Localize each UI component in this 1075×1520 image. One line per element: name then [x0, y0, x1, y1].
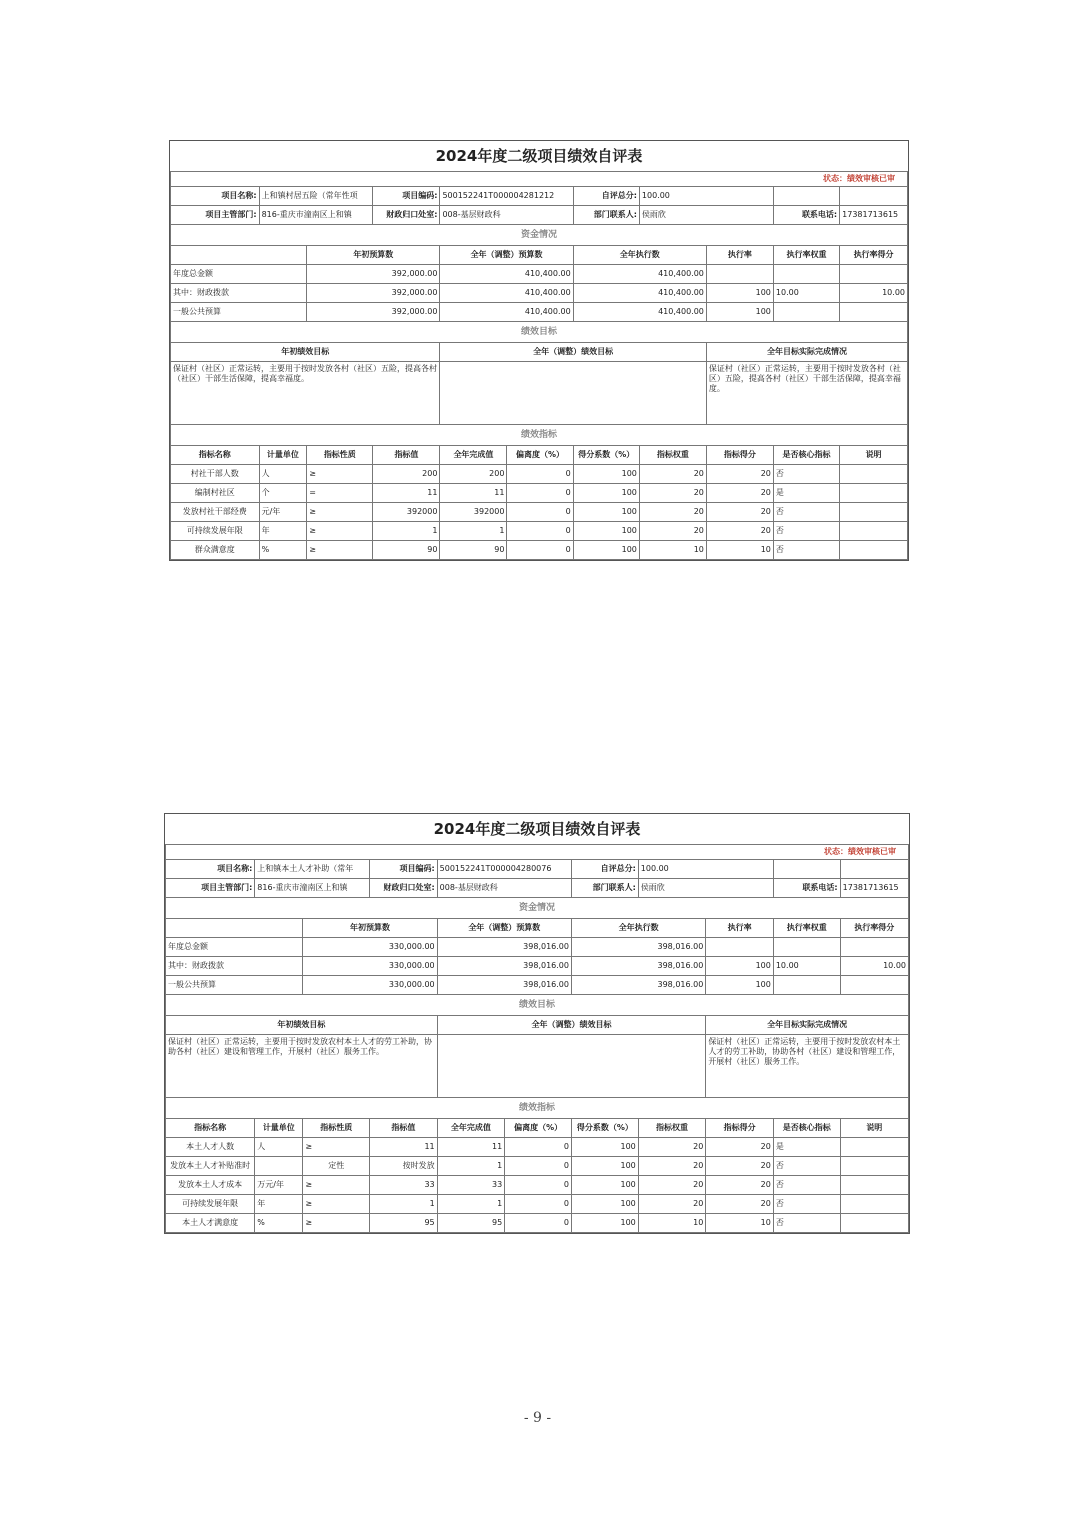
- indicator-cell: 100: [571, 1157, 638, 1176]
- info-value: 上和镇村居五险（常年性项: [259, 187, 373, 206]
- fund-cell: 100: [706, 976, 774, 995]
- info-value: 100.00: [638, 860, 773, 879]
- fund-cell: 10.00: [773, 284, 839, 303]
- fund-cell: 392,000.00: [307, 303, 440, 322]
- goal-header-row: [166, 1016, 909, 1035]
- indicator-cell: 按时发放: [370, 1157, 438, 1176]
- page-number: - 9 -: [523, 1410, 552, 1426]
- indicator-cell: 1: [440, 522, 507, 541]
- indicator-cell: 元/年: [259, 503, 307, 522]
- goal-text: 保证村（社区）正常运转，主要用于按时发放各村（社区）五险，提高各村（社区）干部生活保障，提高幸福度。: [706, 362, 907, 425]
- indicator-cell: 10: [706, 1214, 774, 1233]
- indicator-cell: 392000: [373, 503, 440, 522]
- fund-cell: 392,000.00: [307, 265, 440, 284]
- info-label: 财政归口处室:: [370, 879, 438, 898]
- fund-cell: 330,000.00: [303, 976, 437, 995]
- fund-cell: 398,016.00: [571, 976, 705, 995]
- fund-cell: 410,400.00: [440, 284, 573, 303]
- indicator-cell: 20: [706, 1138, 774, 1157]
- info-row: [171, 206, 908, 225]
- fund-cell: 10.00: [773, 957, 840, 976]
- indicator-cell: %: [255, 1214, 303, 1233]
- indicator-cell: 20: [706, 465, 773, 484]
- fund-row: [171, 303, 908, 322]
- indicator-cell: 100: [573, 465, 639, 484]
- indicator-row: [166, 1138, 909, 1157]
- goal-header: 全年（调整）绩效目标: [440, 343, 706, 362]
- fund-cell: 其中：财政拨款: [171, 284, 307, 303]
- info-label: 项目名称:: [166, 860, 255, 879]
- info-value: 816-重庆市潼南区上和镇: [259, 206, 373, 225]
- indicator-cell: 否: [773, 1157, 840, 1176]
- indicator-header: 指标权重: [638, 1119, 706, 1138]
- indicator-cell: 200: [440, 465, 507, 484]
- info-value: 500152241T000004280076: [437, 860, 571, 879]
- status-badge: 状态：绩效审核已审: [171, 172, 908, 187]
- indicator-cell: 否: [773, 1195, 840, 1214]
- fund-header: 执行率得分: [840, 919, 908, 938]
- indicator-cell: 编制村社区: [171, 484, 260, 503]
- indicator-header: 说明: [840, 446, 908, 465]
- indicator-cell: 10: [639, 541, 706, 560]
- fund-cell: [773, 265, 839, 284]
- goal-header-row: [171, 343, 908, 362]
- goal-text: 保证村（社区）正常运转，主要用于按时发放农村本土人才的劳工补助，协助各村（社区）建设和管理工作，开展村（社区）服务工作。: [166, 1035, 438, 1098]
- fund-header: [166, 919, 303, 938]
- indicator-cell: 本土人才人数: [166, 1138, 255, 1157]
- info-label: 部门联系人:: [573, 206, 639, 225]
- info-label: 项目编码:: [373, 187, 440, 206]
- fund-cell: 398,016.00: [571, 957, 705, 976]
- indicator-cell: 20: [706, 1157, 774, 1176]
- indicator-cell: [840, 484, 908, 503]
- indicator-header: 全年完成值: [437, 1119, 505, 1138]
- fund-cell: 410,400.00: [440, 265, 573, 284]
- indicator-cell: [840, 1157, 908, 1176]
- indicator-cell: 年: [255, 1195, 303, 1214]
- form-title: 2024年度二级项目绩效自评表: [166, 814, 909, 845]
- indicator-cell: 0: [507, 484, 573, 503]
- fund-header-row: [171, 246, 908, 265]
- indicator-cell: 100: [571, 1214, 638, 1233]
- fund-header: 年初预算数: [307, 246, 440, 265]
- form-title: 2024年度二级项目绩效自评表: [171, 141, 908, 172]
- info-label: 项目编码:: [370, 860, 438, 879]
- fund-header: 执行率: [706, 919, 774, 938]
- indicator-cell: 90: [373, 541, 440, 560]
- indicator-cell: 20: [638, 1176, 706, 1195]
- evaluation-table: [170, 141, 908, 560]
- info-label: 项目主管部门:: [166, 879, 255, 898]
- indicator-cell: 90: [440, 541, 507, 560]
- info-value: 17381713615: [840, 206, 908, 225]
- evaluation-form: [164, 813, 910, 1234]
- info-value: 侯雨欣: [639, 206, 773, 225]
- indicator-header: 说明: [840, 1119, 908, 1138]
- indicator-cell: 20: [638, 1138, 706, 1157]
- fund-cell: 100: [706, 303, 773, 322]
- goal-text-row: [171, 362, 908, 425]
- indicator-cell: 可持续发展年限: [166, 1195, 255, 1214]
- fund-cell: [706, 938, 774, 957]
- fund-cell: 410,400.00: [573, 265, 706, 284]
- indicator-cell: 20: [706, 503, 773, 522]
- indicator-row: [171, 465, 908, 484]
- indicator-header: 指标名称: [171, 446, 260, 465]
- fund-cell: [840, 976, 908, 995]
- indicator-header: 指标性质: [303, 1119, 370, 1138]
- indicator-cell: 0: [505, 1176, 572, 1195]
- section-goal: 绩效目标: [171, 322, 908, 343]
- fund-cell: [773, 303, 839, 322]
- indicator-cell: 20: [639, 484, 706, 503]
- indicator-cell: 1: [437, 1195, 505, 1214]
- indicator-cell: 95: [370, 1214, 438, 1233]
- info-value: 008-基层财政科: [440, 206, 573, 225]
- evaluation-form: [169, 140, 909, 561]
- indicator-cell: [255, 1157, 303, 1176]
- fund-header: 执行率权重: [773, 919, 840, 938]
- indicator-cell: 100: [571, 1195, 638, 1214]
- indicator-cell: 11: [437, 1138, 505, 1157]
- fund-header: 年初预算数: [303, 919, 437, 938]
- indicator-row: [166, 1176, 909, 1195]
- fund-cell: [773, 938, 840, 957]
- indicator-cell: ≥: [307, 522, 373, 541]
- goal-header: 全年目标实际完成情况: [706, 1016, 909, 1035]
- indicator-cell: [840, 503, 908, 522]
- indicator-cell: 否: [773, 503, 839, 522]
- indicator-cell: 0: [505, 1138, 572, 1157]
- fund-row: [171, 265, 908, 284]
- goal-header: 全年（调整）绩效目标: [437, 1016, 706, 1035]
- indicator-cell: 0: [505, 1214, 572, 1233]
- info-label: 自评总分:: [571, 860, 638, 879]
- indicator-cell: ≥: [307, 465, 373, 484]
- fund-row: [166, 976, 909, 995]
- indicator-cell: ≥: [307, 503, 373, 522]
- indicator-cell: [840, 522, 908, 541]
- indicator-cell: 0: [505, 1157, 572, 1176]
- indicator-cell: 20: [639, 522, 706, 541]
- indicator-header: 计量单位: [255, 1119, 303, 1138]
- fund-header: 全年（调整）预算数: [437, 919, 571, 938]
- indicator-cell: 0: [507, 522, 573, 541]
- fund-cell: 一般公共预算: [171, 303, 307, 322]
- indicator-row: [171, 503, 908, 522]
- fund-cell: 410,400.00: [573, 303, 706, 322]
- indicator-header: 是否核心指标: [773, 1119, 840, 1138]
- goal-header: 年初绩效目标: [171, 343, 440, 362]
- indicator-cell: 100: [573, 503, 639, 522]
- fund-cell: 398,016.00: [437, 957, 571, 976]
- indicator-row: [166, 1195, 909, 1214]
- indicator-cell: ≥: [307, 541, 373, 560]
- indicator-cell: 11: [370, 1138, 438, 1157]
- indicator-row: [166, 1214, 909, 1233]
- section-indicator: 绩效指标: [171, 425, 908, 446]
- section-indicator: 绩效指标: [166, 1098, 909, 1119]
- info-value: 500152241T000004281212: [440, 187, 573, 206]
- fund-header: 执行率权重: [773, 246, 839, 265]
- fund-cell: 10.00: [840, 957, 908, 976]
- fund-cell: 年度总金额: [171, 265, 307, 284]
- goal-header: 全年目标实际完成情况: [706, 343, 907, 362]
- indicator-cell: 群众满意度: [171, 541, 260, 560]
- indicator-cell: 11: [440, 484, 507, 503]
- indicator-cell: [840, 1176, 908, 1195]
- indicator-cell: 否: [773, 522, 839, 541]
- indicator-cell: 20: [638, 1195, 706, 1214]
- fund-header: 全年执行数: [573, 246, 706, 265]
- indicator-header: 指标得分: [706, 1119, 774, 1138]
- goal-text: [440, 362, 706, 425]
- indicator-cell: 20: [639, 503, 706, 522]
- fund-cell: 330,000.00: [303, 957, 437, 976]
- indicator-header: 指标值: [370, 1119, 438, 1138]
- fund-row: [166, 938, 909, 957]
- indicator-row: [171, 522, 908, 541]
- indicator-header: 得分系数（%）: [573, 446, 639, 465]
- indicator-cell: 100: [573, 484, 639, 503]
- info-value: [840, 860, 908, 879]
- fund-header: 全年（调整）预算数: [440, 246, 573, 265]
- indicator-cell: ≥: [303, 1176, 370, 1195]
- indicator-cell: 0: [505, 1195, 572, 1214]
- indicator-cell: 人: [259, 465, 307, 484]
- fund-cell: [840, 265, 908, 284]
- indicator-cell: 是: [773, 484, 839, 503]
- indicator-cell: =: [307, 484, 373, 503]
- indicator-cell: 发放村社干部经费: [171, 503, 260, 522]
- indicator-cell: 100: [573, 522, 639, 541]
- info-value: 008-基层财政科: [437, 879, 571, 898]
- fund-header: 执行率: [706, 246, 773, 265]
- indicator-row: [166, 1157, 909, 1176]
- indicator-cell: 100: [571, 1138, 638, 1157]
- indicator-cell: 否: [773, 465, 839, 484]
- indicator-cell: [840, 1214, 908, 1233]
- indicator-cell: 否: [773, 1176, 840, 1195]
- indicator-header-row: [171, 446, 908, 465]
- indicator-header: 指标性质: [307, 446, 373, 465]
- indicator-cell: 人: [255, 1138, 303, 1157]
- fund-cell: 398,016.00: [571, 938, 705, 957]
- goal-text-row: [166, 1035, 909, 1098]
- fund-cell: [706, 265, 773, 284]
- indicator-cell: 11: [373, 484, 440, 503]
- indicator-cell: [840, 465, 908, 484]
- indicator-header: 指标权重: [639, 446, 706, 465]
- indicator-cell: 20: [706, 1176, 774, 1195]
- info-label: 项目主管部门:: [171, 206, 260, 225]
- indicator-cell: 392000: [440, 503, 507, 522]
- indicator-cell: 本土人才满意度: [166, 1214, 255, 1233]
- indicator-header: 指标值: [373, 446, 440, 465]
- indicator-cell: 33: [370, 1176, 438, 1195]
- info-value: 17381713615: [840, 879, 908, 898]
- fund-cell: 398,016.00: [437, 976, 571, 995]
- indicator-cell: [840, 1138, 908, 1157]
- indicator-cell: 0: [507, 503, 573, 522]
- fund-row: [166, 957, 909, 976]
- info-label: 项目名称:: [171, 187, 260, 206]
- fund-cell: 其中：财政拨款: [166, 957, 303, 976]
- section-goal: 绩效目标: [166, 995, 909, 1016]
- info-value: 816-重庆市潼南区上和镇: [255, 879, 370, 898]
- indicator-row: [171, 484, 908, 503]
- fund-cell: 10.00: [840, 284, 908, 303]
- info-row: [166, 860, 909, 879]
- section-fund: 资金情况: [166, 898, 909, 919]
- info-value: 侯雨欣: [638, 879, 773, 898]
- indicator-row: [171, 541, 908, 560]
- goal-text: 保证村（社区）正常运转，主要用于按时发放各村（社区）五险，提高各村（社区）干部生活保障，提高幸福度。: [171, 362, 440, 425]
- indicator-header: 计量单位: [259, 446, 307, 465]
- indicator-cell: 33: [437, 1176, 505, 1195]
- indicator-cell: 20: [638, 1157, 706, 1176]
- fund-cell: 330,000.00: [303, 938, 437, 957]
- fund-cell: 100: [706, 284, 773, 303]
- info-value: 上和镇本土人才补助（常年: [255, 860, 370, 879]
- indicator-header: 指标得分: [706, 446, 773, 465]
- indicator-cell: 个: [259, 484, 307, 503]
- indicator-cell: 0: [507, 465, 573, 484]
- indicator-cell: ≥: [303, 1138, 370, 1157]
- indicator-cell: 1: [373, 522, 440, 541]
- indicator-cell: 20: [706, 1195, 774, 1214]
- indicator-cell: 否: [773, 1214, 840, 1233]
- info-label: 部门联系人:: [571, 879, 638, 898]
- fund-cell: 410,400.00: [573, 284, 706, 303]
- indicator-cell: 可持续发展年限: [171, 522, 260, 541]
- fund-cell: [840, 938, 908, 957]
- info-label: 自评总分:: [573, 187, 639, 206]
- status-badge: 状态：绩效审核已审: [166, 845, 909, 860]
- fund-cell: 年度总金额: [166, 938, 303, 957]
- fund-cell: 392,000.00: [307, 284, 440, 303]
- goal-header: 年初绩效目标: [166, 1016, 438, 1035]
- indicator-cell: 10: [638, 1214, 706, 1233]
- info-value: [840, 187, 908, 206]
- goal-text: 保证村（社区）正常运转，主要用于按时发放农村本土人才的劳工补助，协助各村（社区）建设和管理工作，开展村（社区）服务工作。: [706, 1035, 909, 1098]
- fund-cell: [840, 303, 908, 322]
- info-label: 联系电话:: [773, 206, 839, 225]
- indicator-cell: 否: [773, 541, 839, 560]
- indicator-cell: 10: [706, 541, 773, 560]
- fund-cell: 410,400.00: [440, 303, 573, 322]
- info-value: 100.00: [639, 187, 773, 206]
- info-label: [773, 187, 839, 206]
- indicator-header: 指标名称: [166, 1119, 255, 1138]
- indicator-header-row: [166, 1119, 909, 1138]
- evaluation-table: [165, 814, 909, 1233]
- indicator-cell: 万元/年: [255, 1176, 303, 1195]
- indicator-header: 全年完成值: [440, 446, 507, 465]
- indicator-cell: [840, 541, 908, 560]
- info-row: [171, 187, 908, 206]
- fund-cell: 100: [706, 957, 774, 976]
- indicator-cell: 村社干部人数: [171, 465, 260, 484]
- indicator-cell: 20: [706, 522, 773, 541]
- indicator-cell: 是: [773, 1138, 840, 1157]
- indicator-header: 是否核心指标: [773, 446, 839, 465]
- fund-cell: 398,016.00: [437, 938, 571, 957]
- indicator-header: 偏离度（%）: [507, 446, 573, 465]
- fund-header: 执行率得分: [840, 246, 908, 265]
- info-row: [166, 879, 909, 898]
- indicator-cell: 200: [373, 465, 440, 484]
- indicator-cell: 0: [507, 541, 573, 560]
- indicator-cell: 1: [437, 1157, 505, 1176]
- info-label: 财政归口处室:: [373, 206, 440, 225]
- indicator-cell: 发放本土人才补贴准时: [166, 1157, 255, 1176]
- section-fund: 资金情况: [171, 225, 908, 246]
- goal-text: [437, 1035, 706, 1098]
- indicator-cell: %: [259, 541, 307, 560]
- indicator-header: 得分系数（%）: [571, 1119, 638, 1138]
- indicator-cell: 20: [706, 484, 773, 503]
- indicator-cell: ≥: [303, 1214, 370, 1233]
- fund-header-row: [166, 919, 909, 938]
- indicator-cell: 100: [573, 541, 639, 560]
- indicator-cell: 年: [259, 522, 307, 541]
- fund-header: [171, 246, 307, 265]
- indicator-cell: 1: [370, 1195, 438, 1214]
- fund-cell: 一般公共预算: [166, 976, 303, 995]
- indicator-cell: 发放本土人才成本: [166, 1176, 255, 1195]
- info-label: 联系电话:: [773, 879, 840, 898]
- indicator-cell: ≥: [303, 1195, 370, 1214]
- info-label: [773, 860, 840, 879]
- fund-header: 全年执行数: [571, 919, 705, 938]
- indicator-header: 偏离度（%）: [505, 1119, 572, 1138]
- indicator-cell: 20: [639, 465, 706, 484]
- fund-row: [171, 284, 908, 303]
- fund-cell: [773, 976, 840, 995]
- indicator-cell: 定性: [303, 1157, 370, 1176]
- indicator-cell: 100: [571, 1176, 638, 1195]
- indicator-cell: 95: [437, 1214, 505, 1233]
- indicator-cell: [840, 1195, 908, 1214]
